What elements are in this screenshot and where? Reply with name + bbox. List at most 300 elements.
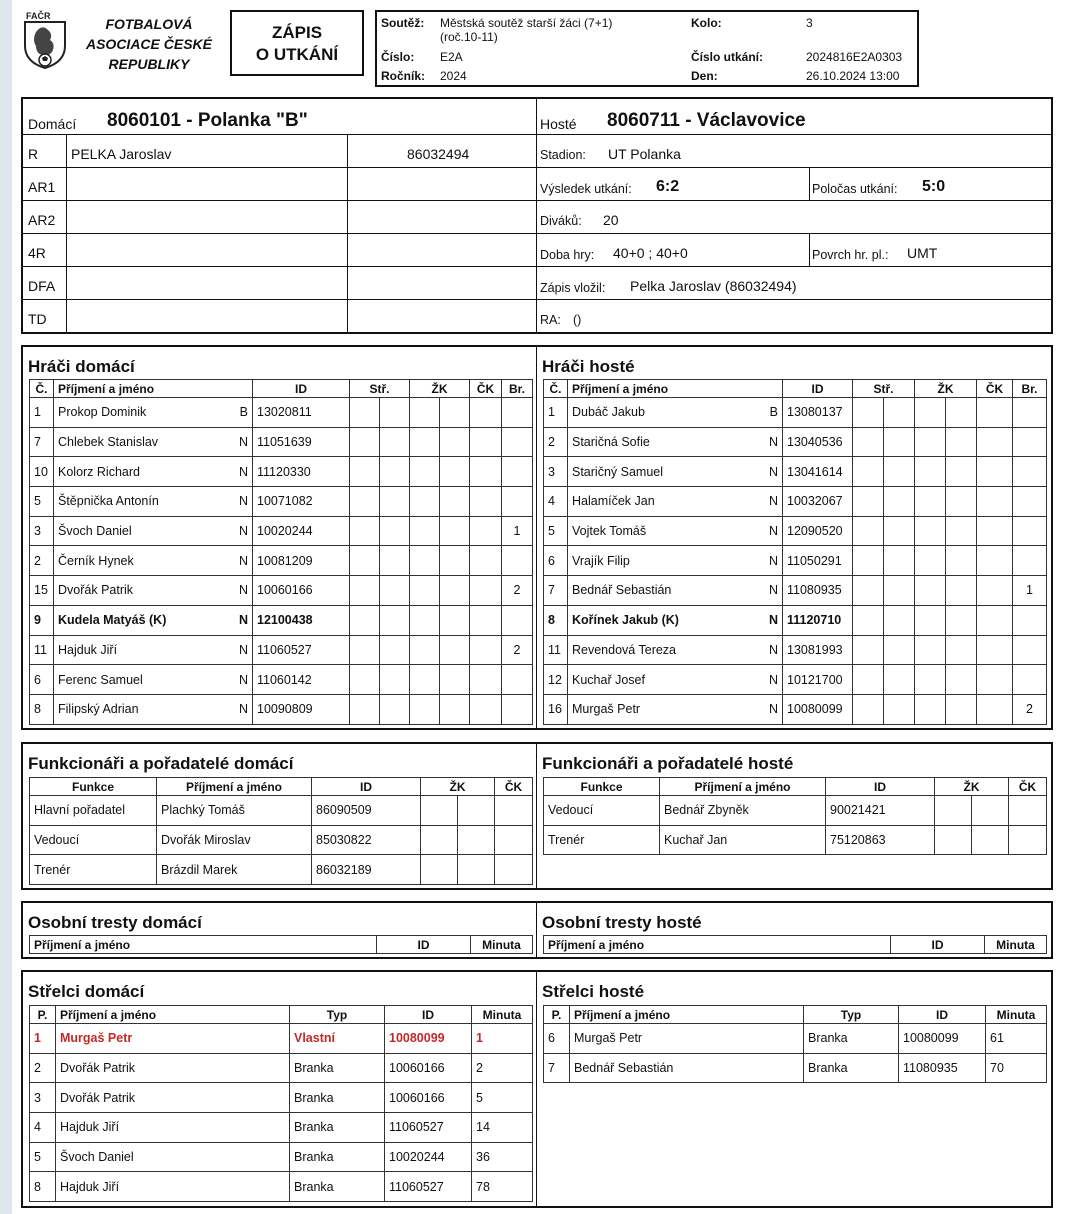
player-row (544, 427, 1047, 457)
player-number: 5 (30, 487, 54, 517)
col-yellow: ŽK (421, 778, 495, 796)
empty-cell (380, 427, 410, 457)
scorer-minute: 70 (986, 1053, 1047, 1083)
player-row (30, 576, 533, 606)
col-red: ČK (1009, 778, 1047, 796)
empty-cell (946, 516, 977, 546)
player-goals (502, 546, 533, 576)
empty-cell (853, 427, 884, 457)
ra-label: RA: (540, 313, 561, 327)
halftime-label: Poločas utkání: (812, 182, 898, 196)
player-row (544, 457, 1047, 487)
col-minute: Minuta (471, 936, 533, 954)
col-minute: Minuta (472, 1006, 533, 1024)
player-row (30, 665, 533, 695)
scorer-row (30, 1172, 533, 1202)
player-number: 4 (544, 487, 568, 517)
empty-cell (470, 457, 502, 487)
scorer-order: 6 (544, 1024, 570, 1054)
staff-id: 86090509 (312, 796, 421, 826)
scorer-minute: 36 (472, 1142, 533, 1172)
scorer-name: Murgaš Petr (570, 1024, 804, 1054)
player-goals (1013, 457, 1047, 487)
staff-row (544, 796, 1047, 826)
spectators-label: Diváků: (540, 214, 582, 228)
empty-cell (350, 576, 380, 606)
empty-cell (380, 516, 410, 546)
empty-cell (884, 546, 915, 576)
player-flag: N (238, 464, 248, 479)
col-order: P. (30, 1006, 56, 1024)
player-number: 8 (544, 605, 568, 635)
scorer-type: Branka (290, 1053, 385, 1083)
player-goals (1013, 635, 1047, 665)
col-sub: Stř. (350, 380, 410, 398)
player-name: Prokop Dominik (58, 405, 147, 420)
home-team: 8060101 - Polanka "B" (107, 110, 308, 131)
player-name: Dubáč Jakub (572, 405, 645, 420)
col-goals: Br. (1013, 380, 1047, 398)
player-flag: N (768, 702, 778, 717)
player-number: 7 (544, 576, 568, 606)
empty-cell (946, 635, 977, 665)
empty-cell (458, 796, 495, 826)
player-number: 6 (30, 665, 54, 695)
empty-cell (421, 796, 458, 826)
empty-cell (884, 694, 915, 724)
competition-info-box (375, 10, 919, 87)
player-id: 13041614 (783, 457, 853, 487)
player-name: Vojtek Tomáš (572, 524, 647, 539)
player-goals: 2 (1013, 694, 1047, 724)
player-flag: N (238, 702, 248, 717)
scorer-id: 10080099 (385, 1024, 472, 1054)
player-goals (502, 605, 533, 635)
empty-cell (410, 487, 440, 517)
logo-text: FAČR (26, 11, 51, 21)
staff-row (30, 855, 533, 885)
col-name: Příjmení a jméno (660, 778, 826, 796)
halftime-value: 5:0 (922, 178, 946, 195)
player-name-cell (54, 427, 253, 457)
empty-cell (977, 665, 1013, 695)
player-name: Halamíček Jan (572, 494, 655, 509)
empty-cell (440, 516, 470, 546)
player-goals (502, 398, 533, 428)
player-name: Švoch Daniel (58, 524, 132, 539)
player-row (544, 605, 1047, 635)
player-number: 8 (30, 694, 54, 724)
player-goals (502, 457, 533, 487)
official-role: AR2 (28, 212, 56, 228)
player-id: 10090809 (253, 694, 350, 724)
player-id: 10032067 (783, 487, 853, 517)
player-name: Filipský Adrian (58, 702, 139, 717)
empty-cell (884, 605, 915, 635)
away-penalties-title: Osobní tresty hosté (542, 913, 702, 932)
staff-id: 75120863 (826, 825, 935, 855)
empty-cell (977, 427, 1013, 457)
player-goals (1013, 516, 1047, 546)
col-number: Č. (30, 380, 54, 398)
empty-cell (440, 694, 470, 724)
scorer-row (30, 1142, 533, 1172)
empty-cell (1009, 796, 1047, 826)
empty-cell (470, 487, 502, 517)
player-number: 11 (544, 635, 568, 665)
empty-cell (440, 487, 470, 517)
scorer-order: 2 (30, 1053, 56, 1083)
empty-cell (421, 825, 458, 855)
scorer-order: 3 (30, 1083, 56, 1113)
surface-label: Povrch hr. pl.: (812, 248, 889, 262)
player-id: 11120710 (783, 605, 853, 635)
surface-value: UMT (907, 245, 938, 261)
empty-cell (440, 665, 470, 695)
player-number: 3 (30, 516, 54, 546)
empty-cell (350, 487, 380, 517)
player-name-cell (568, 605, 783, 635)
away-scorers-table (543, 1005, 1047, 1083)
org-name-line: FOTBALOVÁ (105, 16, 193, 32)
empty-cell (946, 457, 977, 487)
away-staff-title: Funkcionáři a pořadatelé hosté (542, 754, 794, 773)
away-players-title: Hráči hosté (542, 357, 635, 376)
empty-cell (977, 398, 1013, 428)
player-name-cell (568, 665, 783, 695)
scorer-minute: 2 (472, 1053, 533, 1083)
player-id: 13020811 (253, 398, 350, 428)
player-goals (502, 694, 533, 724)
scorer-minute: 61 (986, 1024, 1047, 1054)
empty-cell (935, 825, 972, 855)
home-penalties-table (29, 935, 533, 954)
home-scorers-table (29, 1005, 533, 1202)
empty-cell (350, 516, 380, 546)
col-yellow: ŽK (915, 380, 977, 398)
empty-cell (915, 427, 946, 457)
scorer-type: Branka (804, 1053, 899, 1083)
player-name-cell (568, 487, 783, 517)
player-row (30, 516, 533, 546)
player-goals: 1 (1013, 576, 1047, 606)
col-function: Funkce (30, 778, 157, 796)
empty-cell (946, 546, 977, 576)
empty-cell (853, 576, 884, 606)
player-id: 11060142 (253, 665, 350, 695)
col-red: ČK (977, 380, 1013, 398)
empty-cell (350, 427, 380, 457)
col-id: ID (891, 936, 985, 954)
empty-cell (884, 398, 915, 428)
empty-cell (410, 516, 440, 546)
empty-cell (410, 694, 440, 724)
empty-cell (380, 398, 410, 428)
col-function: Funkce (544, 778, 660, 796)
player-flag: N (238, 583, 248, 598)
player-flag: N (768, 642, 778, 657)
empty-cell (915, 457, 946, 487)
player-name-cell (54, 694, 253, 724)
player-id: 11060527 (253, 635, 350, 665)
stadium-label: Stadion: (540, 148, 586, 162)
official-role: TD (28, 311, 47, 327)
scorer-id: 10080099 (899, 1024, 986, 1054)
player-id: 10080099 (783, 694, 853, 724)
empty-cell (380, 487, 410, 517)
player-name-cell (54, 605, 253, 635)
scorer-id: 11060527 (385, 1172, 472, 1202)
empty-cell (470, 427, 502, 457)
scorer-row (544, 1024, 1047, 1054)
col-name: Příjmení a jméno (54, 380, 253, 398)
empty-cell (884, 427, 915, 457)
empty-cell (915, 516, 946, 546)
empty-cell (946, 605, 977, 635)
empty-cell (421, 855, 458, 885)
player-name: Ferenc Samuel (58, 672, 143, 687)
player-goals (1013, 605, 1047, 635)
player-id: 11080935 (783, 576, 853, 606)
empty-cell (350, 457, 380, 487)
entered-by-label: Zápis vložil: (540, 281, 606, 295)
home-staff-table (29, 777, 533, 885)
empty-cell (977, 576, 1013, 606)
empty-cell (440, 605, 470, 635)
staff-role: Trenér (30, 855, 157, 885)
org-name-line: ASOCIACE ČESKÉ (85, 36, 213, 52)
player-name-cell (568, 694, 783, 724)
staff-row (30, 825, 533, 855)
player-name-cell (54, 576, 253, 606)
col-name: Příjmení a jméno (544, 936, 891, 954)
empty-cell (458, 855, 495, 885)
col-yellow: ŽK (410, 380, 470, 398)
scorer-name: Dvořák Patrik (56, 1053, 290, 1083)
col-name: Příjmení a jméno (157, 778, 312, 796)
scorer-order: 8 (30, 1172, 56, 1202)
empty-cell (853, 694, 884, 724)
competition-value-2: (roč.10-11) (440, 30, 498, 44)
scorer-order: 1 (30, 1024, 56, 1054)
player-goals (1013, 546, 1047, 576)
empty-cell (380, 694, 410, 724)
staff-id: 86032189 (312, 855, 421, 885)
empty-cell (410, 665, 440, 695)
empty-cell (1009, 825, 1047, 855)
left-background-strip (0, 0, 12, 1214)
empty-cell (380, 457, 410, 487)
col-red: ČK (470, 380, 502, 398)
player-id: 10081209 (253, 546, 350, 576)
player-id: 12100438 (253, 605, 350, 635)
round-value: 3 (806, 16, 813, 30)
player-name-cell (54, 457, 253, 487)
player-number: 10 (30, 457, 54, 487)
player-name: Staričný Samuel (572, 464, 664, 479)
player-row (544, 635, 1047, 665)
empty-cell (350, 665, 380, 695)
empty-cell (853, 635, 884, 665)
player-row (544, 516, 1047, 546)
player-number: 12 (544, 665, 568, 695)
staff-name: Bednář Zbyněk (660, 796, 826, 826)
empty-cell (440, 457, 470, 487)
player-goals (502, 487, 533, 517)
empty-cell (410, 398, 440, 428)
result-value: 6:2 (656, 178, 680, 195)
empty-cell (884, 635, 915, 665)
empty-cell (470, 665, 502, 695)
scorer-minute: 78 (472, 1172, 533, 1202)
duration-label: Doba hry: (540, 248, 595, 262)
empty-cell (884, 487, 915, 517)
result-label: Výsledek utkání: (540, 182, 632, 196)
player-id: 10060166 (253, 576, 350, 606)
col-minute: Minuta (985, 936, 1047, 954)
player-name: Kuchař Josef (572, 672, 645, 687)
player-row (30, 605, 533, 635)
player-id: 10121700 (783, 665, 853, 695)
player-name: Kudela Matyáš (K) (58, 613, 167, 628)
empty-cell (410, 576, 440, 606)
col-id: ID (312, 778, 421, 796)
player-flag: N (238, 613, 248, 628)
scorer-row (30, 1053, 533, 1083)
official-id: 86032494 (407, 146, 470, 162)
player-row (30, 635, 533, 665)
home-players-title: Hráči domácí (28, 357, 135, 376)
home-label: Domácí (28, 116, 77, 132)
scorer-id: 10060166 (385, 1083, 472, 1113)
col-minute: Minuta (986, 1006, 1047, 1024)
player-flag: N (238, 494, 248, 509)
staff-role: Trenér (544, 825, 660, 855)
empty-cell (350, 635, 380, 665)
player-flag: N (238, 435, 248, 450)
match-number-label: Číslo utkání: (691, 50, 764, 64)
empty-cell (380, 576, 410, 606)
player-goals (1013, 398, 1047, 428)
day-value: 26.10.2024 13:00 (806, 69, 900, 83)
ra-value: () (573, 313, 582, 327)
number-label: Číslo: (381, 50, 415, 64)
player-flag: N (768, 464, 778, 479)
home-players-table (29, 379, 533, 725)
empty-cell (946, 398, 977, 428)
scorer-type: Branka (290, 1083, 385, 1113)
empty-cell (946, 694, 977, 724)
empty-cell (440, 398, 470, 428)
player-flag: N (238, 642, 248, 657)
away-scorers-title: Střelci hosté (542, 982, 645, 1001)
scorer-name: Dvořák Patrik (56, 1083, 290, 1113)
scorer-order: 4 (30, 1113, 56, 1143)
player-row (544, 576, 1047, 606)
player-goals: 2 (502, 635, 533, 665)
empty-cell (977, 694, 1013, 724)
col-type: Typ (804, 1006, 899, 1024)
empty-cell (915, 605, 946, 635)
player-number: 9 (30, 605, 54, 635)
player-name: Chlebek Stanislav (58, 435, 159, 450)
col-sub: Stř. (853, 380, 915, 398)
empty-cell (440, 576, 470, 606)
scorer-type: Branka (290, 1113, 385, 1143)
player-name-cell (568, 516, 783, 546)
empty-cell (977, 487, 1013, 517)
player-number: 1 (30, 398, 54, 428)
scorer-row (30, 1083, 533, 1113)
player-name: Hajduk Jiří (58, 642, 118, 657)
player-flag: N (238, 553, 248, 568)
competition-label: Soutěž: (381, 16, 425, 30)
empty-cell (380, 605, 410, 635)
player-name-cell (568, 635, 783, 665)
empty-cell (977, 516, 1013, 546)
staff-id: 90021421 (826, 796, 935, 826)
scorer-name: Švoch Daniel (56, 1142, 290, 1172)
empty-cell (853, 546, 884, 576)
round-label: Kolo: (691, 16, 722, 30)
empty-cell (853, 605, 884, 635)
player-name: Dvořák Patrik (58, 583, 134, 598)
official-name: PELKA Jaroslav (71, 146, 172, 162)
empty-cell (915, 546, 946, 576)
player-number: 11 (30, 635, 54, 665)
away-label: Hosté (540, 116, 577, 132)
empty-cell (915, 576, 946, 606)
scorer-name: Hajduk Jiří (56, 1172, 290, 1202)
number-value: E2A (440, 50, 463, 64)
empty-cell (380, 665, 410, 695)
empty-cell (470, 635, 502, 665)
player-flag: B (239, 405, 248, 420)
empty-cell (977, 546, 1013, 576)
player-goals (502, 665, 533, 695)
empty-cell (470, 576, 502, 606)
scorer-row (30, 1024, 533, 1054)
player-name: Bednář Sebastián (572, 583, 672, 598)
empty-cell (884, 576, 915, 606)
col-name: Příjmení a jméno (30, 936, 377, 954)
player-id: 11051639 (253, 427, 350, 457)
player-row (30, 546, 533, 576)
player-name-cell (54, 665, 253, 695)
player-goals (1013, 427, 1047, 457)
player-goals (1013, 487, 1047, 517)
player-id: 10020244 (253, 516, 350, 546)
empty-cell (440, 546, 470, 576)
staff-role: Vedoucí (544, 796, 660, 826)
player-id: 10071082 (253, 487, 350, 517)
player-flag: N (238, 672, 248, 687)
scorer-row (30, 1113, 533, 1143)
player-number: 6 (544, 546, 568, 576)
player-row (30, 457, 533, 487)
player-name-cell (568, 576, 783, 606)
player-flag: B (769, 405, 778, 420)
empty-cell (440, 427, 470, 457)
empty-cell (350, 398, 380, 428)
scorer-order: 7 (544, 1053, 570, 1083)
empty-cell (495, 825, 533, 855)
col-id: ID (385, 1006, 472, 1024)
empty-cell (470, 605, 502, 635)
player-id: 13040536 (783, 427, 853, 457)
col-name: Příjmení a jméno (570, 1006, 804, 1024)
player-id: 12090520 (783, 516, 853, 546)
